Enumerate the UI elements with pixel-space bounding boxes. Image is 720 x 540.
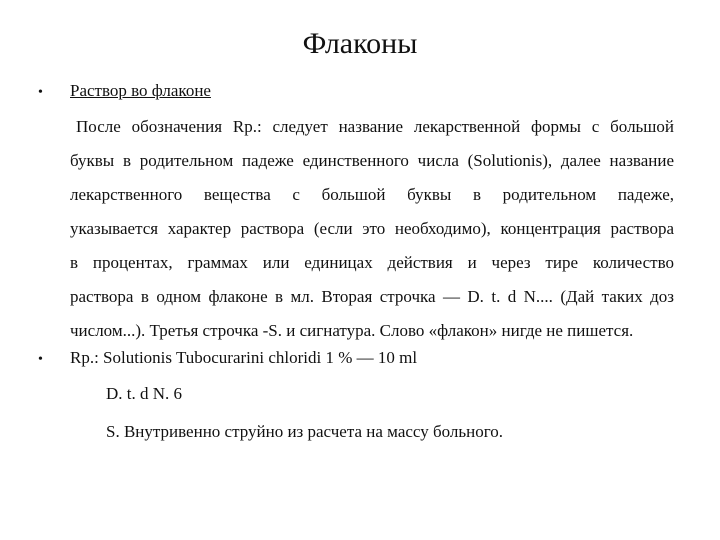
slide-title: Флаконы — [302, 27, 418, 60]
section-heading: Раствор во флаконе — [70, 81, 211, 100]
paragraph-line: указывается характер раствора (если это необходимо), концентрация раствора — [70, 219, 674, 238]
paragraph-line: раствора в одном флаконе в мл. Вторая строчка — D. t. d N.... (Дай таких доз — [70, 287, 674, 306]
bullet-1: • — [38, 85, 43, 100]
paragraph-line: буквы в родительном падеже единственного числа (Solutionis), далее название — [70, 151, 674, 170]
prescription-dtd-line: D. t. d N. 6 — [106, 384, 183, 403]
paragraph-line: числом...). Третья строчка -S. и сигнатура. Слово «флакон» нигде не пишется. — [70, 321, 634, 340]
paragraph-line: в процентах, граммах или единицах действия и через тире количество — [70, 253, 674, 272]
bullet-2: • — [38, 352, 43, 367]
paragraph-line: После обозначения Rp.: следует название лекарственной формы с большой — [76, 117, 674, 136]
paragraph-line: лекарственного вещества с большой буквы в родительном падеже, — [70, 185, 674, 204]
prescription-signa-line: S. Внутривенно струйно из расчета на массу больного. — [106, 422, 504, 441]
prescription-rp-line: Rp.: Solutionis Tubocurarini chloridi 1 % — 10 ml — [70, 348, 418, 367]
description-paragraph — [70, 110, 674, 348]
